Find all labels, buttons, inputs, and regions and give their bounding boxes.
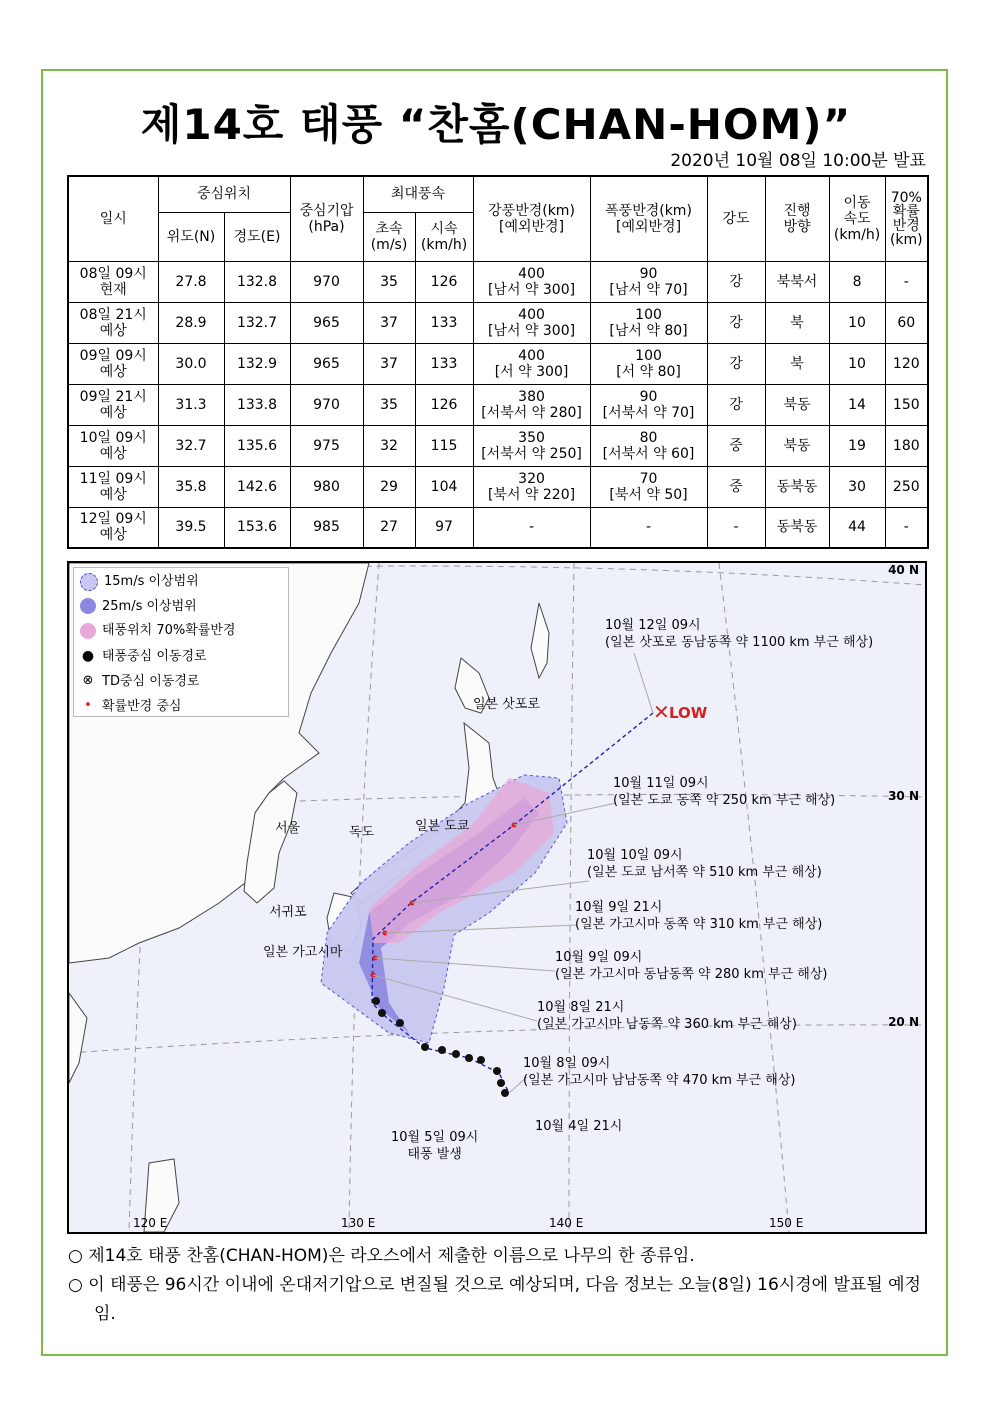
annotation-11d: 10월 11일 09시 (일본 도쿄 동쪽 약 250 km 부근 해상) xyxy=(613,776,836,808)
cell-strong: 400 [남서 약 300] xyxy=(473,302,590,343)
header-wind-ms: 초속 (m/s) xyxy=(363,212,415,261)
cell-prob: 180 xyxy=(885,425,928,466)
lon-130: 130 E xyxy=(341,1216,376,1230)
cell-kmh: 133 xyxy=(415,343,473,384)
cell-prob: 60 xyxy=(885,302,928,343)
typhoon-symbol-icon: ● xyxy=(81,647,95,664)
cell-prob: 250 xyxy=(885,466,928,507)
cell-strong: 400 [서 약 300] xyxy=(473,343,590,384)
cell-kmh: 126 xyxy=(415,384,473,425)
cell-ms: 35 xyxy=(363,384,415,425)
cell-time: 12일 09시 예상 xyxy=(68,507,158,548)
lon-150: 150 E xyxy=(769,1216,804,1230)
cell-int: 강 xyxy=(707,384,765,425)
cell-lat: 30.0 xyxy=(158,343,224,384)
table-row xyxy=(68,384,928,425)
legend-prob: 태풍위치 70%확률반경 xyxy=(102,623,236,638)
cell-prob: - xyxy=(885,507,928,548)
place-tokyo: 일본 도쿄 xyxy=(415,819,470,834)
place-seogwipo: 서귀포 xyxy=(269,905,307,920)
legend-15ms-icon xyxy=(80,573,98,591)
cell-pres: 980 xyxy=(290,466,363,507)
cell-storm: 100 [남서 약 80] xyxy=(590,302,707,343)
lon-120: 120 E xyxy=(133,1216,168,1230)
cell-dir: 북동 xyxy=(765,384,829,425)
red-dot-icon: • xyxy=(84,698,92,713)
page-title: 제14호 태풍 “찬홈(CHAN-HOM)” xyxy=(140,100,852,149)
cell-time: 11일 09시 예상 xyxy=(68,466,158,507)
lat-20: 20 N xyxy=(888,1015,919,1029)
place-dokdo: 독도 xyxy=(349,825,375,840)
header-center-pos: 중심위치 xyxy=(158,176,290,212)
cell-ms: 29 xyxy=(363,466,415,507)
cell-lat: 32.7 xyxy=(158,425,224,466)
table-row xyxy=(68,343,928,384)
cell-pres: 970 xyxy=(290,261,363,302)
typhoon-track-map xyxy=(67,561,927,1234)
header-pressure: 중심기압 (hPa) xyxy=(290,176,363,261)
cell-int: 중 xyxy=(707,466,765,507)
header-direction: 진행 방향 xyxy=(765,176,829,261)
legend-15ms: 15m/s 이상범위 xyxy=(104,574,199,589)
cell-dir: 북동 xyxy=(765,425,829,466)
cell-pres: 965 xyxy=(290,302,363,343)
lon-140: 140 E xyxy=(549,1216,584,1230)
cell-pres: 965 xyxy=(290,343,363,384)
cell-spd: 8 xyxy=(829,261,885,302)
cell-dir: 북 xyxy=(765,302,829,343)
lat-40: 40 N xyxy=(888,563,919,577)
legend-td-track: TD중심 이동경로 xyxy=(102,673,200,689)
cell-ms: 27 xyxy=(363,507,415,548)
cell-pres: 985 xyxy=(290,507,363,548)
cell-strong: 400 [남서 약 300] xyxy=(473,261,590,302)
cell-ms: 32 xyxy=(363,425,415,466)
cell-lat: 31.3 xyxy=(158,384,224,425)
annotation-10d: 10월 10일 09시 (일본 도쿄 남서쪽 약 510 km 부근 해상) xyxy=(587,848,822,880)
header-datetime: 일시 xyxy=(68,176,158,261)
legend-typhoon-track: 태풍중심 이동경로 xyxy=(102,648,207,664)
header-lat: 위도(N) xyxy=(158,212,224,261)
header-storm-radius: 폭풍반경(km) [예외반경] xyxy=(590,176,707,261)
cell-kmh: 115 xyxy=(415,425,473,466)
cell-strong: 350 [서북서 약 250] xyxy=(473,425,590,466)
cell-prob: 150 xyxy=(885,384,928,425)
legend-prob-icon xyxy=(80,623,96,639)
cell-int: - xyxy=(707,507,765,548)
cell-kmh: 97 xyxy=(415,507,473,548)
cell-int: 강 xyxy=(707,343,765,384)
cell-prob: - xyxy=(885,261,928,302)
cell-spd: 10 xyxy=(829,343,885,384)
cell-spd: 14 xyxy=(829,384,885,425)
cell-dir: 북북서 xyxy=(765,261,829,302)
annotation-start: 10월 4일 21시 xyxy=(535,1119,623,1134)
cell-int: 강 xyxy=(707,261,765,302)
header-lon: 경도(E) xyxy=(224,212,290,261)
header-prob-radius: 70% 확률 반경 (km) xyxy=(885,176,928,261)
cell-storm: 70 [북서 약 50] xyxy=(590,466,707,507)
cell-ms: 35 xyxy=(363,261,415,302)
cell-lon: 132.9 xyxy=(224,343,290,384)
legend-25ms: 25m/s 이상범위 xyxy=(102,598,197,614)
cell-kmh: 104 xyxy=(415,466,473,507)
cell-strong: 320 [북서 약 220] xyxy=(473,466,590,507)
cell-storm: 100 [서 약 80] xyxy=(590,343,707,384)
header-strong-radius: 강풍반경(km) [예외반경] xyxy=(473,176,590,261)
cell-pres: 970 xyxy=(290,384,363,425)
table-row xyxy=(68,261,928,302)
cell-lon: 132.7 xyxy=(224,302,290,343)
low-label: LOW xyxy=(669,704,708,722)
place-seoul: 서울 xyxy=(275,821,301,836)
cell-lon: 132.8 xyxy=(224,261,290,302)
cell-lon: 133.8 xyxy=(224,384,290,425)
cell-lat: 27.8 xyxy=(158,261,224,302)
note-2: ○ 이 태풍은 96시간 이내에 온대저기압으로 변질될 것으로 예상되며, 다음 정보는 오늘(8일) 16시경에 발표될 예정임. xyxy=(68,1275,921,1324)
legend-prob-center: 확률반경 중심 xyxy=(102,698,182,714)
cell-ms: 37 xyxy=(363,343,415,384)
cell-kmh: 126 xyxy=(415,261,473,302)
place-kagoshima: 일본 가고시마 xyxy=(263,945,343,960)
cell-pres: 975 xyxy=(290,425,363,466)
cell-storm: 80 [서북서 약 60] xyxy=(590,425,707,466)
table-row xyxy=(68,466,928,507)
cell-kmh: 133 xyxy=(415,302,473,343)
cell-lat: 28.9 xyxy=(158,302,224,343)
cell-time: 08일 09시 현재 xyxy=(68,261,158,302)
cell-spd: 44 xyxy=(829,507,885,548)
place-sapporo: 일본 삿포로 xyxy=(473,697,540,712)
cell-int: 강 xyxy=(707,302,765,343)
td-symbol-icon: ⊗ xyxy=(82,672,94,688)
header-intensity: 강도 xyxy=(707,176,765,261)
table-row xyxy=(68,302,928,343)
cell-storm: 90 [남서 약 70] xyxy=(590,261,707,302)
annotation-9d09: 10월 9일 09시 (일본 가고시마 동남동쪽 약 280 km 부근 해상) xyxy=(555,950,828,982)
header-max-wind: 최대풍속 xyxy=(363,176,473,212)
annotation-9d21: 10월 9일 21시 (일본 가고시마 동쪽 약 310 km 부근 해상) xyxy=(575,900,823,932)
cell-dir: 동북동 xyxy=(765,507,829,548)
low-marker-icon: ✕ xyxy=(653,700,670,724)
cell-spd: 30 xyxy=(829,466,885,507)
cell-time: 09일 09시 예상 xyxy=(68,343,158,384)
cell-strong: - xyxy=(473,507,590,548)
header-wind-kmh: 시속 (km/h) xyxy=(415,212,473,261)
header-speed: 이동 속도 (km/h) xyxy=(829,176,885,261)
cell-spd: 10 xyxy=(829,302,885,343)
lat-30: 30 N xyxy=(888,789,919,803)
cell-time: 10일 09시 예상 xyxy=(68,425,158,466)
annotation-8d09: 10월 8일 09시 (일본 가고시마 남남동쪽 약 470 km 부근 해상) xyxy=(523,1056,796,1088)
notes xyxy=(68,1242,930,1329)
cell-ms: 37 xyxy=(363,302,415,343)
annotation-formation: 10월 5일 09시 태풍 발생 xyxy=(391,1130,479,1162)
cell-lat: 35.8 xyxy=(158,466,224,507)
note-1: ○ 제14호 태풍 찬홈(CHAN-HOM)은 라오스에서 제출한 이름으로 나무의 한 종류임. xyxy=(68,1246,695,1266)
issued-time: 2020년 10월 08일 10:00분 발표 xyxy=(670,151,926,171)
forecast-table xyxy=(67,175,929,549)
cell-lon: 135.6 xyxy=(224,425,290,466)
legend-25ms-icon xyxy=(80,598,96,614)
annotation-12d: 10월 12일 09시 (일본 삿포로 동남동쪽 약 1100 km 부근 해상) xyxy=(605,618,874,650)
cell-time: 08일 21시 예상 xyxy=(68,302,158,343)
cell-dir: 동북동 xyxy=(765,466,829,507)
cell-time: 09일 21시 예상 xyxy=(68,384,158,425)
cell-prob: 120 xyxy=(885,343,928,384)
cell-strong: 380 [서북서 약 280] xyxy=(473,384,590,425)
cell-dir: 북 xyxy=(765,343,829,384)
map-legend xyxy=(73,567,289,717)
annotation-8d21: 10월 8일 21시 (일본 가고시마 남동쪽 약 360 km 부근 해상) xyxy=(537,1000,797,1032)
cell-spd: 19 xyxy=(829,425,885,466)
cell-lon: 142.6 xyxy=(224,466,290,507)
table-row xyxy=(68,507,928,548)
cell-int: 중 xyxy=(707,425,765,466)
cell-lon: 153.6 xyxy=(224,507,290,548)
cell-lat: 39.5 xyxy=(158,507,224,548)
cell-storm: - xyxy=(590,507,707,548)
cell-storm: 90 [서북서 약 70] xyxy=(590,384,707,425)
table-row xyxy=(68,425,928,466)
